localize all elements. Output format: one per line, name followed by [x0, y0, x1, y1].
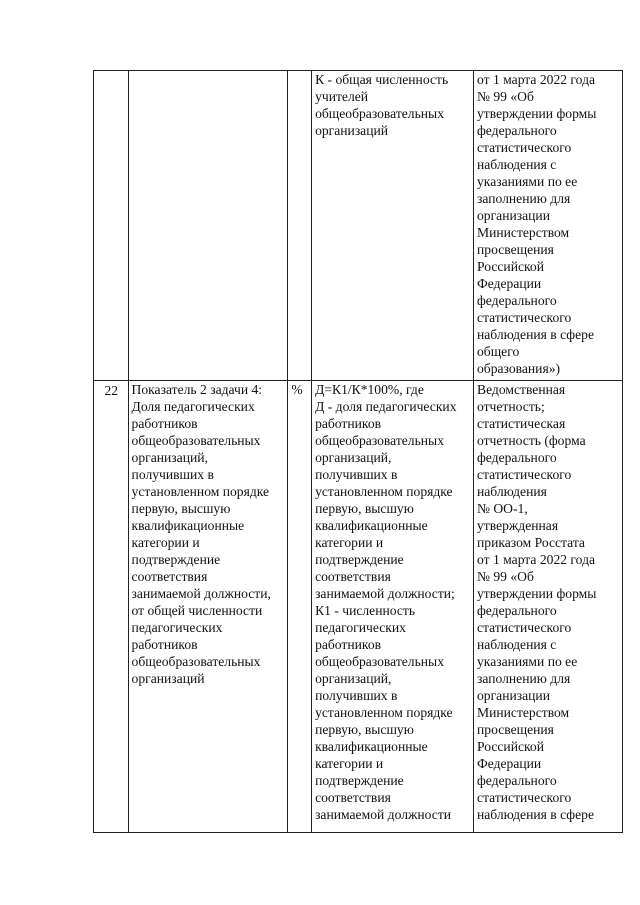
row-number-cell: [94, 71, 129, 381]
text-line: Показатель 2 задачи 4:: [131, 382, 263, 397]
text-line: организаций,: [315, 671, 392, 686]
text-line: федерального: [477, 450, 557, 465]
text-line: заполнению для: [477, 191, 571, 206]
text-line: общеобразовательных: [131, 433, 261, 448]
text-line: Российской: [477, 259, 544, 274]
text-line: занимаемой должности;: [315, 586, 455, 601]
text-line: подтверждение: [315, 552, 404, 567]
text-line: отчетность (форма: [477, 433, 586, 448]
text-line: от общей численности: [131, 603, 263, 618]
text-line: Д=К1/К*100%, где: [315, 382, 424, 397]
unit-cell: [288, 381, 312, 833]
text-line: статистического: [477, 140, 572, 155]
text-line: статистического: [477, 310, 572, 325]
text-line: Ведомственная: [477, 382, 566, 397]
text-line: Доля педагогических: [131, 399, 255, 414]
text-line: работников: [315, 637, 382, 652]
text-line: педагогических: [131, 620, 223, 635]
text-line: образования»): [477, 361, 561, 376]
row-number-cell: [94, 381, 129, 833]
formula-cell: [312, 381, 474, 833]
source-cell: [474, 381, 623, 833]
row-number: 22: [104, 383, 119, 398]
text-line: указаниями по ее: [477, 174, 578, 189]
text-line: квалификационные: [315, 739, 428, 754]
text-line: № 99 «Об: [477, 569, 534, 584]
text-line: установленном порядке: [131, 484, 270, 499]
text-line: получивших в: [315, 688, 398, 703]
text-line: установленном порядке: [315, 705, 453, 720]
text-line: соответствия: [315, 569, 391, 584]
text-line: соответствия: [131, 569, 208, 584]
text-line: Федерации: [477, 276, 542, 291]
text-line: К1 - численность: [315, 603, 416, 618]
indicator-table: [93, 70, 623, 833]
text-line: квалификационные: [315, 518, 428, 533]
text-line: федерального: [477, 603, 557, 618]
text-line: приказом Росстата: [477, 535, 585, 550]
text-line: общеобразовательных: [315, 654, 444, 669]
text-line: утверждении формы: [477, 106, 597, 121]
text-line: от 1 марта 2022 года: [477, 72, 596, 87]
text-line: работников: [131, 637, 198, 652]
text-line: учителей: [315, 89, 369, 104]
text-line: соответствия: [315, 790, 391, 805]
text-line: работников: [315, 416, 382, 431]
unit-cell: [288, 71, 312, 381]
text-line: организаций: [315, 123, 389, 138]
text-line: общеобразовательных: [315, 433, 444, 448]
text-line: просвещения: [477, 722, 554, 737]
text-line: отчетность;: [477, 399, 545, 414]
text-line: федерального: [477, 773, 557, 788]
text-line: К - общая численность: [315, 72, 449, 87]
text-line: установленном порядке: [315, 484, 453, 499]
text-line: квалификационные: [131, 518, 245, 533]
text-line: организаций,: [131, 450, 208, 465]
text-line: организации: [477, 688, 550, 703]
indicator-name-cell: [128, 71, 288, 381]
text-line: заполнению для: [477, 671, 571, 686]
text-line: подтверждение: [315, 773, 404, 788]
text-line: получивших в: [315, 467, 398, 482]
text-line: указаниями по ее: [477, 654, 578, 669]
text-line: категории и: [131, 535, 200, 550]
text-line: статистического: [477, 790, 572, 805]
text-line: общеобразовательных: [315, 106, 444, 121]
text-line: Российской: [477, 739, 544, 754]
table-row: [94, 381, 623, 833]
text-line: наблюдения: [477, 484, 547, 499]
text-line: первую, высшую: [131, 501, 231, 516]
text-line: наблюдения с: [477, 637, 557, 652]
text-line: № 99 «Об: [477, 89, 534, 104]
table-row: [94, 71, 623, 381]
text-line: общего: [477, 344, 520, 359]
indicator-name-cell: [128, 381, 288, 833]
text-line: организаций: [131, 671, 205, 686]
text-line: просвещения: [477, 242, 554, 257]
text-line: общеобразовательных: [131, 654, 261, 669]
text-line: федерального: [477, 123, 557, 138]
unit: %: [291, 382, 303, 397]
text-line: статистического: [477, 467, 572, 482]
text-line: утверждении формы: [477, 586, 597, 601]
text-line: категории и: [315, 535, 384, 550]
text-line: от 1 марта 2022 года: [477, 552, 596, 567]
formula-cell: [312, 71, 474, 381]
text-line: статистическая: [477, 416, 566, 431]
text-line: наблюдения в сфере: [477, 807, 594, 822]
text-line: получивших в: [131, 467, 214, 482]
source-cell: [474, 71, 623, 381]
text-line: федерального: [477, 293, 557, 308]
text-line: работников: [131, 416, 198, 431]
text-line: категории и: [315, 756, 384, 771]
text-line: педагогических: [315, 620, 406, 635]
text-line: наблюдения с: [477, 157, 557, 172]
text-line: Федерации: [477, 756, 542, 771]
text-line: наблюдения в сфере: [477, 327, 594, 342]
text-line: утвержденная: [477, 518, 559, 533]
text-line: № ОО-1,: [477, 501, 528, 516]
text-line: подтверждение: [131, 552, 221, 567]
text-line: организаций,: [315, 450, 392, 465]
text-line: организации: [477, 208, 550, 223]
text-line: Министерством: [477, 225, 570, 240]
text-line: занимаемой должности,: [131, 586, 271, 601]
text-line: первую, высшую: [315, 501, 414, 516]
text-line: занимаемой должности: [315, 807, 452, 822]
text-line: Д - доля педагогических: [315, 399, 457, 414]
text-line: первую, высшую: [315, 722, 414, 737]
text-line: Министерством: [477, 705, 570, 720]
text-line: статистического: [477, 620, 572, 635]
